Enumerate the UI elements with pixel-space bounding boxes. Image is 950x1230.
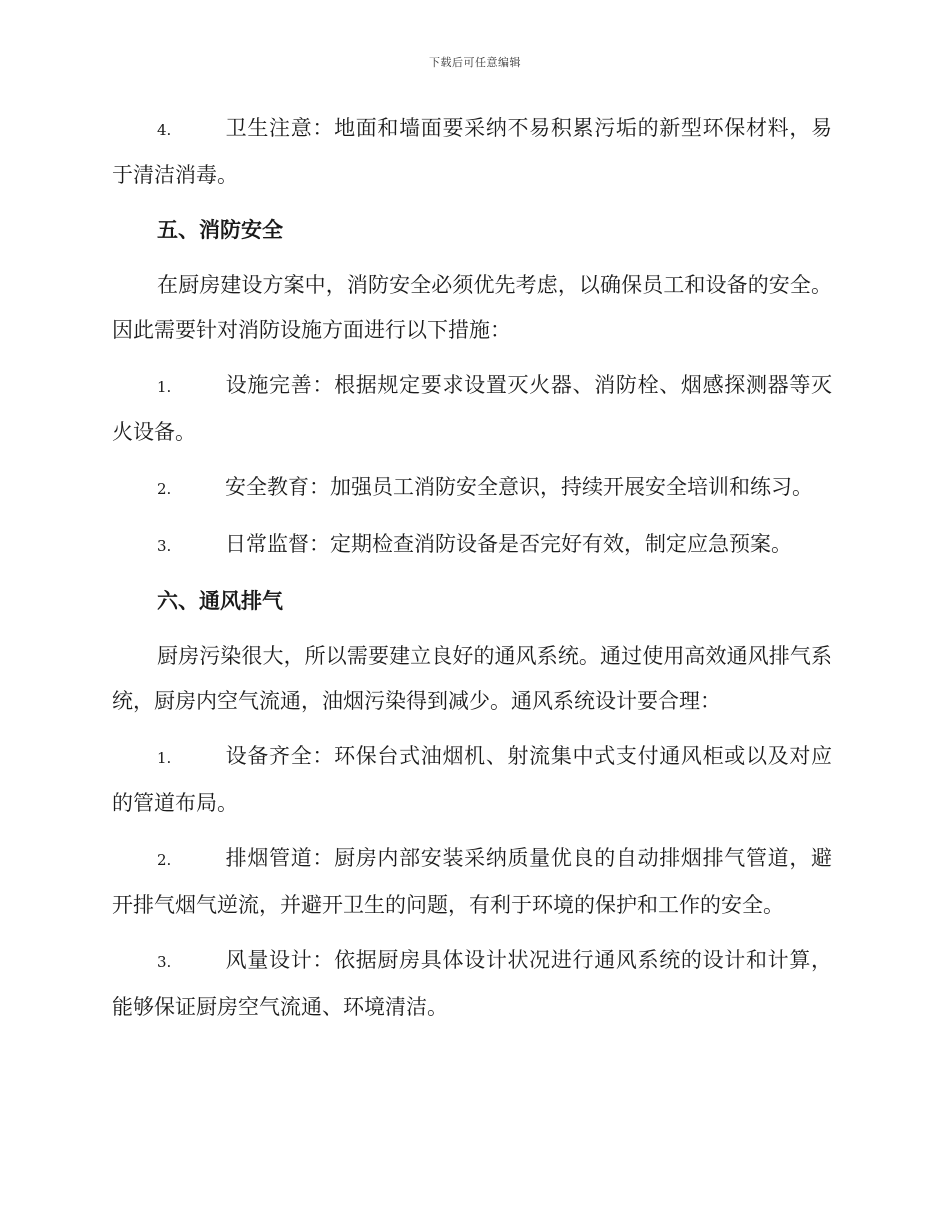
list-item-text: 排烟管道：厨房内部安装采纳质量优良的自动排烟排气管道，避开排气烟气逆流，并避开卫生的问题，有利于环境的保护和工作的安全。	[112, 846, 832, 917]
list-item-text: 卫生注意：地面和墙面要采纳不易积累污垢的新型环保材料，易于清洁消毒。	[112, 116, 832, 187]
list-number: 4.	[157, 121, 172, 139]
list-number: 3.	[157, 537, 172, 555]
list-item-daily-supervision	[112, 522, 832, 569]
list-item-text: 日常监督：定期检查消防设备是否完好有效，制定应急预案。	[225, 532, 792, 556]
list-item-text: 风量设计：依据厨房具体设计状况进行通风系统的设计和计算，能够保证厨房空气流通、环境清洁。	[112, 948, 832, 1019]
list-number: 1.	[157, 378, 172, 396]
document-body	[112, 106, 832, 1040]
paragraph-ventilation-intro: 厨房污染很大，所以需要建立良好的通风系统。通过使用高效通风排气系统，厨房内空气流通，油烟污染得到减少。通风系统设计要合理：	[112, 644, 832, 713]
list-item-facilities	[112, 363, 832, 455]
page-header-note: 下载后可任意编辑	[429, 56, 521, 69]
list-item-airflow-design	[112, 938, 832, 1030]
section-heading-fire-safety: 五、消防安全	[157, 218, 283, 242]
paragraph-fire-safety-intro: 在厨房建设方案中，消防安全必须优先考虑，以确保员工和设备的安全。因此需要针对消防设施方面进行以下措施：	[112, 273, 832, 342]
list-number: 3.	[157, 953, 172, 971]
list-item-text: 安全教育：加强员工消防安全意识，持续开展安全培训和练习。	[225, 475, 813, 499]
list-number: 2.	[157, 851, 172, 869]
list-number: 1.	[157, 749, 172, 767]
list-item-text: 设备齐全：环保台式油烟机、射流集中式支付通风柜或以及对应的管道布局。	[112, 744, 832, 815]
list-item-safety-education	[112, 465, 832, 512]
list-item-hygiene	[112, 106, 832, 198]
list-number: 2.	[157, 480, 172, 498]
section-heading-ventilation: 六、通风排气	[157, 589, 283, 613]
list-item-exhaust-duct	[112, 836, 832, 928]
list-item-equipment	[112, 734, 832, 826]
list-item-text: 设施完善：根据规定要求设置灭火器、消防栓、烟感探测器等灭火设备。	[112, 373, 832, 444]
